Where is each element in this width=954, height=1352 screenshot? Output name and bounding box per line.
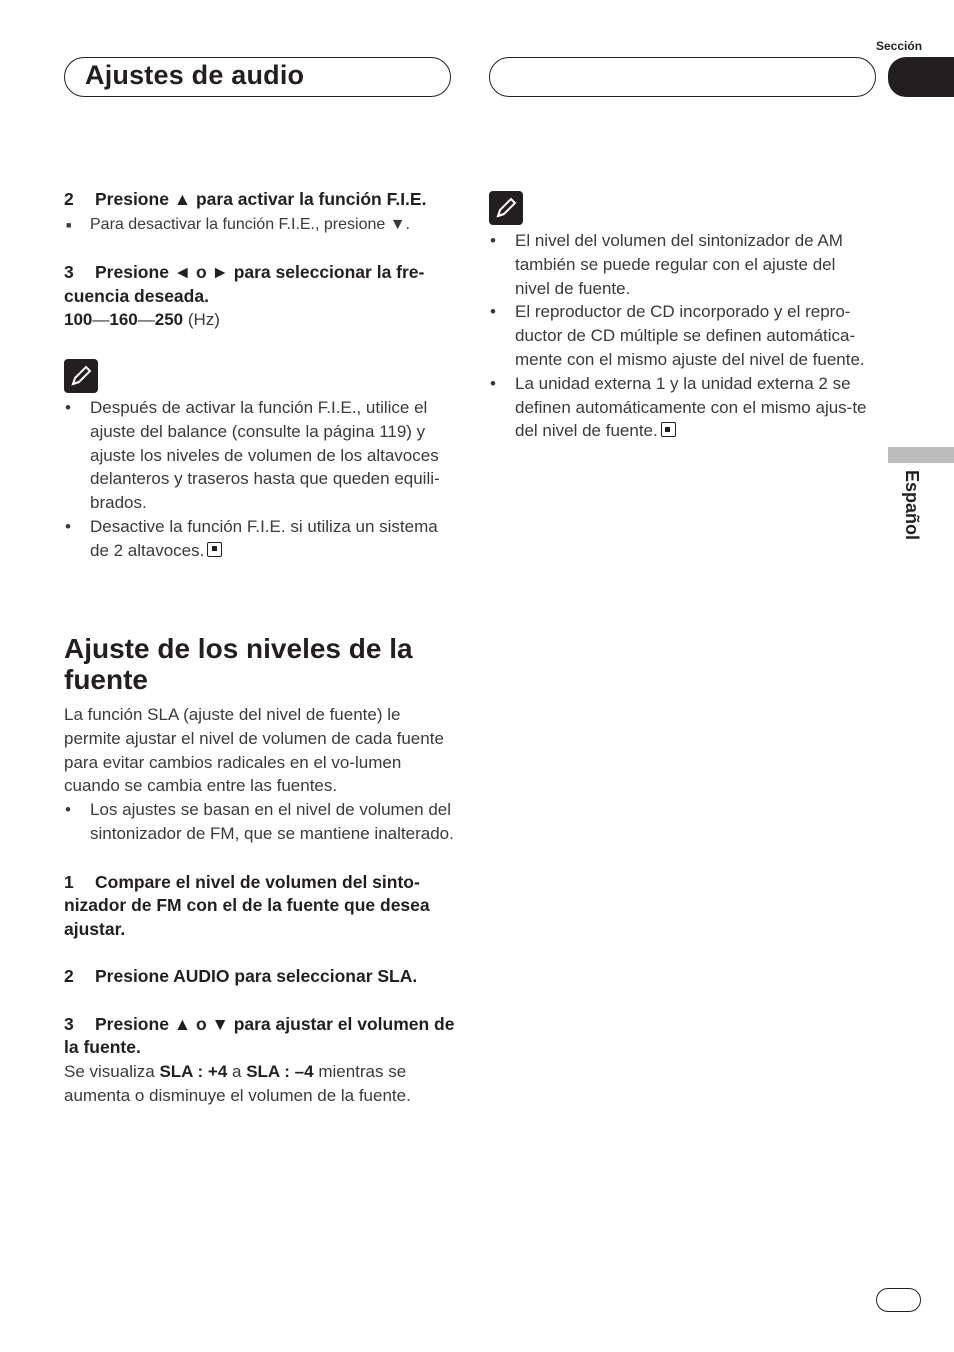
left-column	[64, 188, 454, 332]
list-item: • Los ajustes se basan en el nivel de volumen del sintonizador de FM, que se mantiene inalterado.	[64, 798, 456, 846]
page-number-frame	[876, 1288, 921, 1312]
step-3-frequency: 3 Presione ◄ o ► para seleccionar la fre-cuencia deseada.	[64, 262, 425, 306]
list-item: • El reproductor de CD incorporado y el repro-ductor de CD múltiple se definen automática-mente con el mismo ajuste del nivel de fuente.	[489, 300, 873, 371]
section-heading: Ajuste de los niveles de la fuente	[64, 633, 413, 695]
end-mark-icon	[661, 422, 676, 437]
sla-display-text: Se visualiza SLA : +4 a SLA : –4 mientras se aumenta o disminuye el volumen de la fuente.	[64, 1061, 411, 1105]
right-notes	[489, 229, 873, 443]
frequency-options: 100—160—250 (Hz)	[64, 310, 220, 330]
step-2-sublist	[64, 213, 454, 237]
header-empty-frame	[489, 57, 876, 97]
step-2-audio: 2 Presione AUDIO para seleccionar SLA.	[64, 966, 418, 987]
language-label: Español	[902, 470, 922, 541]
header-title-frame	[64, 57, 451, 97]
step-3-adjust: 3 Presione ▲ o ▼ para ajustar el volumen de la fuente.	[64, 1013, 455, 1058]
step-1-compare: 1 Compare el nivel de volumen del sinto-nizador de FM con el de la fuente que desea ajustar.	[64, 871, 430, 939]
list-item: • La unidad externa 1 y la unidad externa 2 se definen automáticamente con el mismo ajus-te del nivel de fuente.	[489, 372, 873, 443]
sla-intro: La función SLA (ajuste del nivel de fuente) le permite ajustar el nivel de volumen de cada fuente para evitar cambios radicales en el vo-lumen cuando se cambia entre las fuentes.	[64, 705, 444, 796]
note-pencil-icon	[489, 191, 523, 225]
language-tab	[888, 447, 954, 463]
list-item: • El nivel del volumen del sintonizador de AM también se puede regular con el ajuste del nivel de fuente.	[489, 229, 873, 300]
step-2-fie: 2 Presione ▲ para activar la función F.I.E.	[64, 189, 427, 209]
sla-section	[64, 633, 456, 1107]
section-number-tab	[888, 57, 954, 97]
left-notes	[64, 396, 456, 563]
list-item: • Desactive la función F.I.E. si utiliza un sistema de 2 altavoces.	[64, 515, 456, 563]
end-mark-icon	[207, 542, 222, 557]
section-label: Sección	[876, 39, 923, 53]
page-title: Ajustes de audio	[85, 60, 305, 90]
list-item: ■ Para desactivar la función F.I.E., presione ▼.	[64, 213, 454, 237]
note-pencil-icon	[64, 359, 98, 393]
list-item: • Después de activar la función F.I.E., utilice el ajuste del balance (consulte la página 119) y ajuste los niveles de volumen de los altavoces delanteros y traseros hasta que queden equili-brados.	[64, 396, 456, 515]
